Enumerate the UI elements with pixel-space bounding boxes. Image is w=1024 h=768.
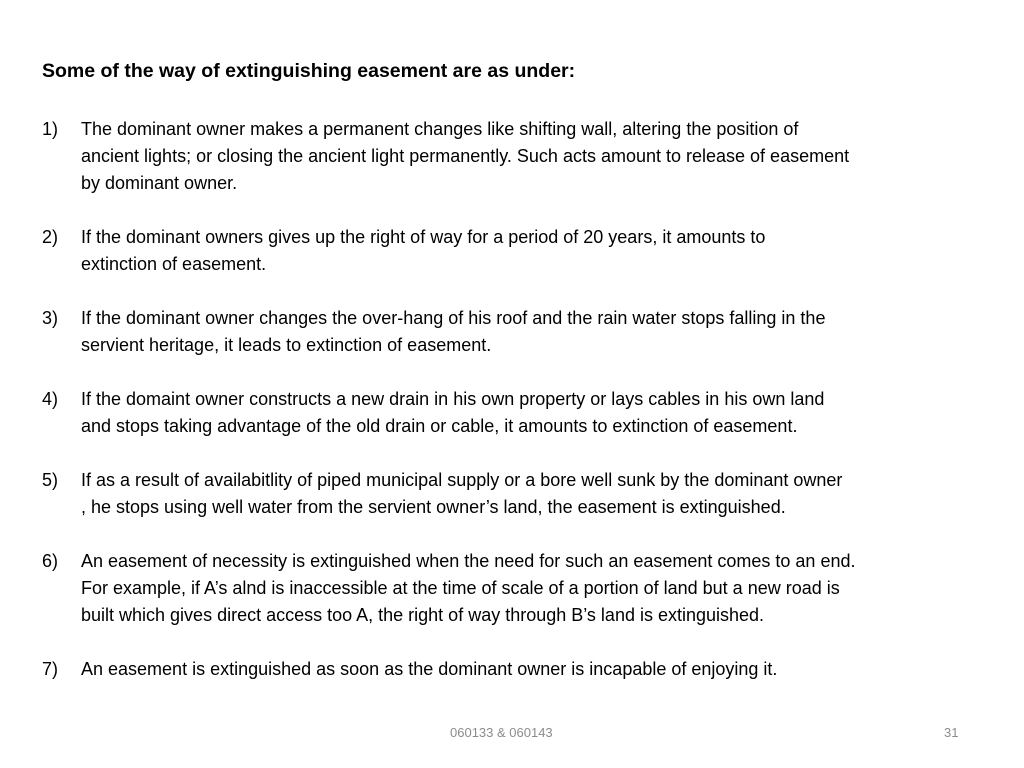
list-item-line: If the dominant owner changes the over-hang of his roof and the rain water stops falling in the bbox=[81, 308, 826, 328]
list-item-line: by dominant owner. bbox=[81, 173, 238, 193]
list-item-line: built which gives direct access too A, the right of way through B’s land is extinguished. bbox=[81, 605, 765, 625]
list-item-number: 1) bbox=[42, 119, 59, 139]
list-item bbox=[42, 656, 982, 683]
list-item-line: servient heritage, it leads to extinction of easement. bbox=[81, 335, 492, 355]
list-item bbox=[42, 305, 982, 359]
list-item-line: extinction of easement. bbox=[81, 254, 267, 274]
list-item-line: If the domaint owner constructs a new drain in his own property or lays cables in his own land bbox=[81, 389, 825, 409]
list-item bbox=[42, 467, 982, 521]
list-item-line: ancient lights; or closing the ancient light permanently. Such acts amount to release of easement bbox=[81, 146, 850, 166]
list-item-number: 3) bbox=[42, 308, 59, 328]
list-item-number: 7) bbox=[42, 659, 59, 679]
list-item-line: and stops taking advantage of the old drain or cable, it amounts to extinction of easement. bbox=[81, 416, 798, 436]
list-item-number: 4) bbox=[42, 389, 59, 409]
list-item-line: If the dominant owners gives up the right of way for a period of 20 years, it amounts to bbox=[81, 227, 766, 247]
list-item-line: , he stops using well water from the servient owner’s land, the easement is extinguished. bbox=[81, 497, 786, 517]
list-item-number: 2) bbox=[42, 227, 59, 247]
list-item-number: 6) bbox=[42, 551, 59, 571]
list-item-line: The dominant owner makes a permanent changes like shifting wall, altering the position of bbox=[81, 119, 799, 139]
list-item bbox=[42, 548, 982, 629]
easement-list bbox=[42, 116, 982, 683]
list-item-line: An easement of necessity is extinguished when the need for such an easement comes to an end. bbox=[81, 551, 856, 571]
list-item-line: For example, if A’s alnd is inaccessible at the time of scale of a portion of land but a new road is bbox=[81, 578, 840, 598]
slide-heading: Some of the way of extinguishing easement are as under: bbox=[42, 60, 576, 82]
page-number: 31 bbox=[944, 725, 959, 740]
list-item-number: 5) bbox=[42, 470, 59, 490]
list-item bbox=[42, 386, 982, 440]
list-item bbox=[42, 224, 982, 278]
list-item-line: If as a result of availabitlity of piped municipal supply or a bore well sunk by the dominant owner bbox=[81, 470, 843, 490]
list-item-line: An easement is extinguished as soon as the dominant owner is incapable of enjoying it. bbox=[81, 659, 778, 679]
list-item bbox=[42, 116, 982, 197]
footer-text: 060133 & 060143 bbox=[450, 725, 553, 740]
